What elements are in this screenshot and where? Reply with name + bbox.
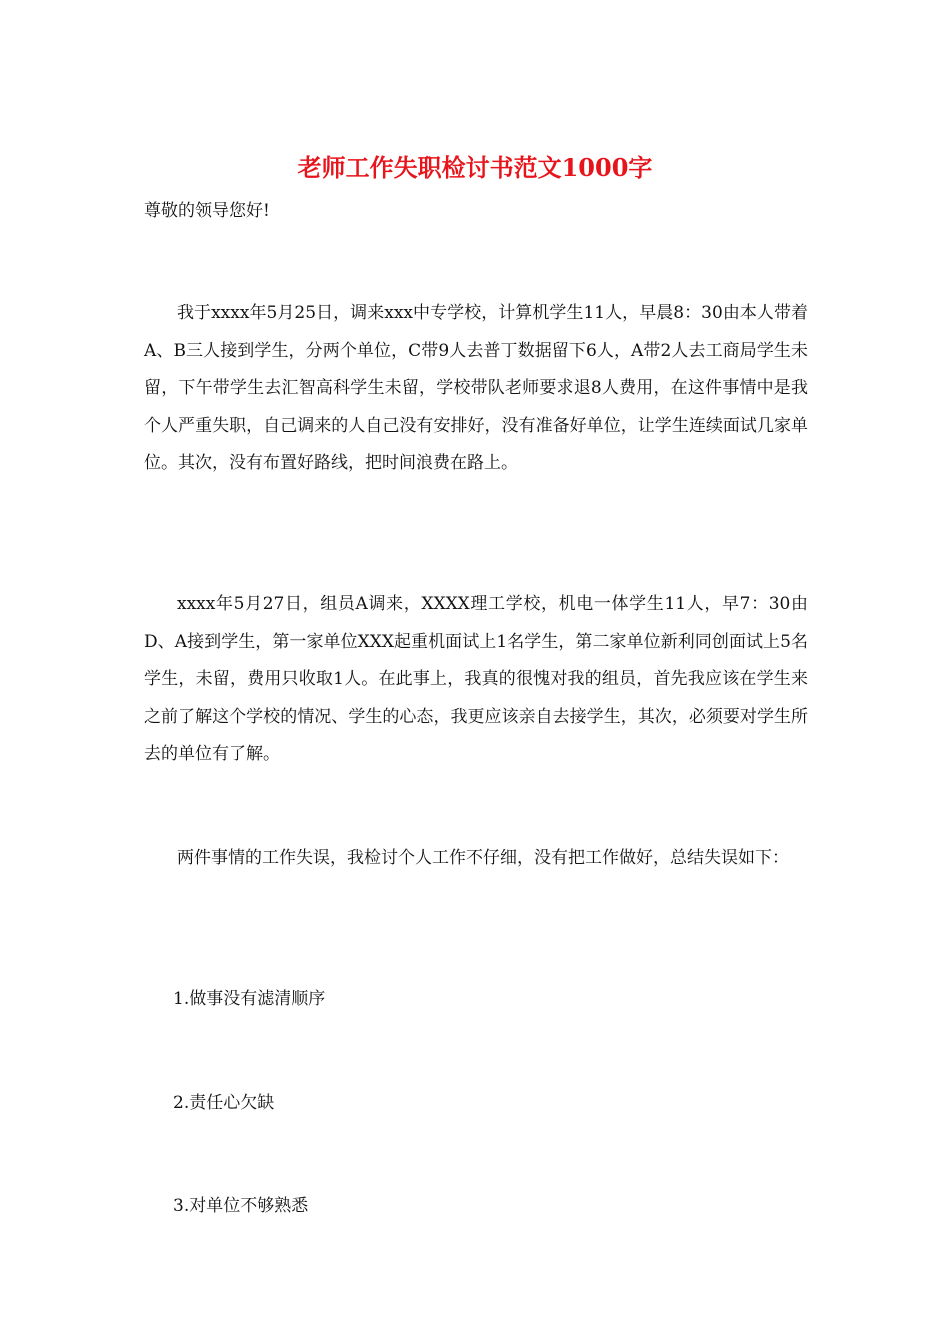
body-paragraph: xxxx年5月27日，组员A调来，XXXX理工学校，机电一体学生11人，早7：30由D、A接到学生，第一家单位XXX起重机面试上1名学生，第二家单位新利同创面试上5名学生，未留，费用只收取1人。在此事上，我真的很愧对我的组员，首先我应该在学生来之前了解这个学校的情况、学生的心态，我更应该亲自去接学生，其次，必须要对学生所去的单位有了解。 [144,594,808,764]
salutation: 尊敬的领导您好! [144,201,270,221]
body-paragraph: 我于xxxx年5月25日，调来xxx中专学校，计算机学生11人，早晨8：30由本人带着A、B三人接到学生，分两个单位，C带9人去普丁数据留下6人，A带2人去工商局学生未留，下午带学生去汇智高科学生未留，学校带队老师要求退8人费用，在这件事情中是我个人严重失职，自己调来的人自己没有安排好，没有准备好单位，让学生连续面试几家单位。其次，没有布置好路线，把时间浪费在路上。 [144,303,808,473]
list-item: 3.对单位不够熟悉 [173,1196,309,1216]
list-item: 1.做事没有滤清顺序 [173,989,326,1009]
list-item: 2.责任心欠缺 [173,1093,275,1113]
body-paragraph: 两件事情的工作失误，我检讨个人工作不仔细，没有把工作做好，总结失误如下： [177,848,789,868]
document-title: 老师工作失职检讨书范文1000字 [297,153,653,182]
